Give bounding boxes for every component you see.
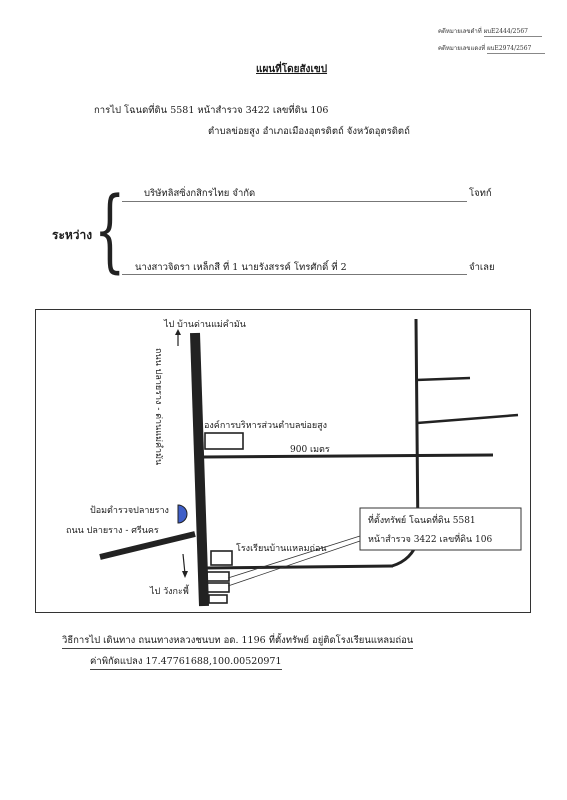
main-road bbox=[195, 333, 204, 606]
to-north-label: ไป บ้านด่านแม่คำมัน bbox=[164, 320, 246, 330]
school-label: โรงเรียนบ้านแหลมถ่อน bbox=[236, 544, 327, 554]
south-arrowhead-icon bbox=[182, 571, 188, 578]
branch-road-1 bbox=[416, 378, 470, 380]
vertical-road-label: ถนน ปลายราง - ด่านแม่คำมัน bbox=[153, 348, 163, 466]
sao-label: องค์การบริหารส่วนตำบลข่อยสูง bbox=[204, 421, 328, 431]
to-south-label: ไป วังกะพี้ bbox=[150, 587, 189, 597]
plaintiff-role: โจทก์ bbox=[469, 188, 492, 199]
defendant-role: จำเลย bbox=[469, 262, 495, 273]
distance-label: 900 เมตร bbox=[290, 445, 330, 455]
police-box-label: ป้อมตำรวจปลายราง bbox=[90, 506, 169, 516]
black-case-label: คดีหมายเลขดำที่ bbox=[438, 28, 482, 35]
police-box-icon bbox=[178, 505, 187, 523]
west-road-label: ถนน ปลายราง - ศรีนคร bbox=[66, 526, 159, 536]
location-line-2: หน้าสำรวจ 3422 เลขที่ดิน 106 bbox=[368, 535, 493, 545]
black-case-value: ผบE2444/2567 bbox=[484, 26, 542, 37]
branch-road-2 bbox=[417, 415, 518, 423]
west-road bbox=[100, 534, 195, 557]
red-case-value: ผบE2974/2567 bbox=[487, 43, 545, 54]
page-title: แผนที่โดยสังเขป bbox=[256, 64, 328, 75]
red-case-label: คดีหมายเลขแดงที่ bbox=[438, 45, 486, 52]
location-line-1: ที่ตั้งทรัพย์ โฉนดที่ดิน 5581 bbox=[368, 516, 476, 526]
property-building-3 bbox=[209, 595, 227, 603]
coordinates-text: ค่าพิกัดแปลง 17.47761688,100.00520971 bbox=[90, 654, 282, 670]
plaintiff-name: บริษัทลิสซิ่งกสิกรไทย จำกัด bbox=[144, 188, 256, 199]
sao-building bbox=[205, 433, 243, 449]
school-building bbox=[211, 551, 232, 565]
property-line-2: ตำบลข่อยสูง อำเภอเมืองอุตรดิตถ์ จังหวัดอุตรดิตถ์ bbox=[208, 126, 410, 137]
property-building-2 bbox=[207, 583, 229, 592]
property-line-1: การไป โฉนดที่ดิน 5581 หน้าสำรวจ 3422 เลขที่ดิน 106 bbox=[94, 105, 329, 116]
directions-text: วิธีการไป เดินทาง ถนนทางหลวงชนบท อด. 1196 ที่ตั้งทรัพย์ อยู่ติดโรงเรียนแหลมถ่อน bbox=[62, 633, 413, 649]
between-label: ระหว่าง bbox=[52, 228, 93, 242]
east-road bbox=[203, 455, 493, 457]
school-road bbox=[205, 566, 393, 568]
defendant-name: นางสาวจิดรา เหล็กสี ที่ 1 นายรังสรรค์ โทรศักดิ์ ที่ 2 bbox=[135, 262, 347, 273]
brace-icon: { bbox=[94, 178, 126, 283]
property-building-1 bbox=[207, 572, 229, 581]
